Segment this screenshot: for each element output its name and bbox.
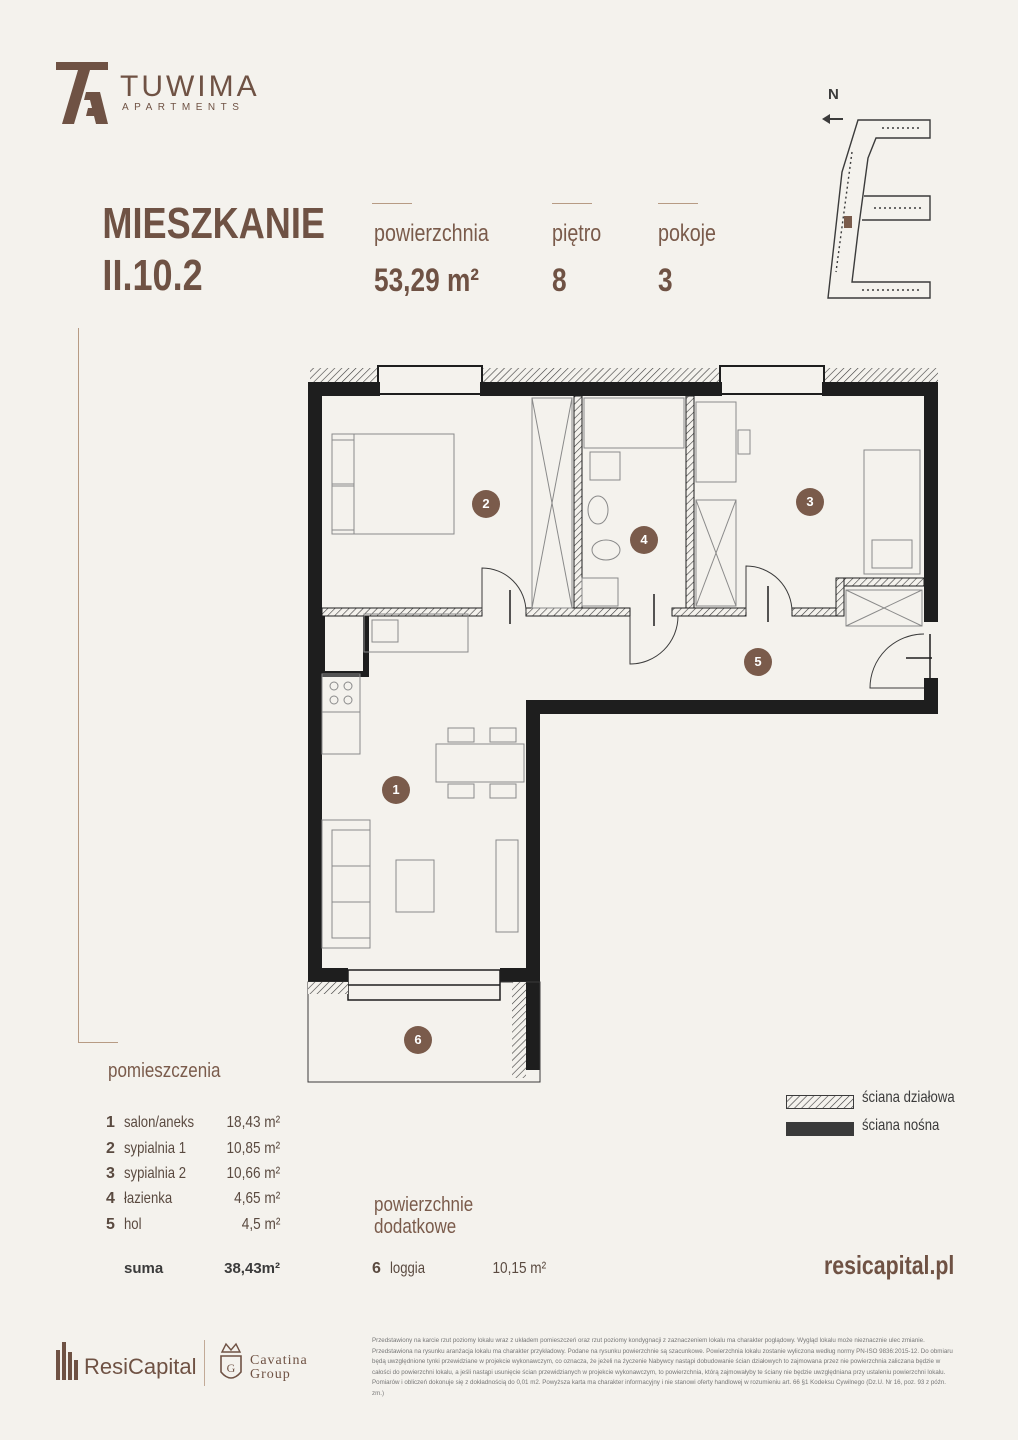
resicapital-logo-icon: [56, 1340, 78, 1380]
extra-area: 10,15 m²: [492, 1260, 546, 1277]
footer-divider: [204, 1340, 205, 1386]
door: [482, 568, 526, 612]
room-name: salon/aneks: [124, 1114, 195, 1131]
room-area: 18,43 m²: [226, 1114, 280, 1131]
wall: [924, 382, 938, 622]
room-row: [106, 1140, 286, 1162]
extra-area-row: [372, 1260, 552, 1282]
room-name: hol: [124, 1216, 142, 1233]
room-marker-3: 3: [796, 488, 824, 516]
room-row: [106, 1114, 286, 1136]
desk: [696, 402, 736, 482]
stat-rule: [552, 203, 592, 204]
cavatina-line2: Group: [250, 1367, 291, 1382]
legend-hatched-swatch: [786, 1095, 854, 1109]
room-area: 4,5 m²: [241, 1216, 280, 1233]
room-marker-4: 4: [630, 526, 658, 554]
wall: [526, 700, 540, 1070]
stat-label-floor: piętro: [552, 220, 602, 247]
room-num: 2: [106, 1140, 115, 1157]
sum-label: suma: [124, 1260, 164, 1277]
window: [378, 366, 482, 394]
partition-wall: [672, 608, 746, 616]
brand-subtitle: APARTMENTS: [122, 102, 245, 113]
partition-wall: [322, 608, 482, 616]
wall: [308, 382, 380, 396]
stat-rule: [658, 203, 698, 204]
stat-rule: [372, 203, 412, 204]
website-link[interactable]: resicapital.pl: [824, 1250, 955, 1280]
disclaimer-text: Przedstawiony na karcie rzut poziomy lokalu wraz z układem pomieszczeń oraz rzut poziomy kondygnacji z zaznaczeniem lokalu ma charakter poglądowy. Wygląd lokalu może nieznacznie ulec zmianie. Przedstawiona na rysunku aranżacja lokalu ma charakter przykładowy. Podane na rysunku powierzchnie są szacunkowe. Powierzchnia lokalu zostanie wyliczona według normy PN-ISO 9836:2015-12. Do obmiaru będą uwzględnione tynki przewidziane w projekcie wykonawczym, co oznacza, że jeżeli na życzenie Nabywcy nastąpi dobudowanie ścian działowych to zajmowana przez nie powierzchnia zaliczana będzie w całości do powierzchni lokalu, a jeśli nastąpi usunięcie ścian przewidzianych w projekcie wykonawczym, to powierzchnia, którą zajmowałyby te ściany nie będzie uwzględniana przy ustaleniu powierzchni lokalu. Pomiarów i obliczeń dokonuje się z dokładnością do 0,01 m2. Powyższa karta ma charakter informacyjny i nie stanowi oferty handlowej w rozumieniu art. 66 §1 Kodeksu Cywilnego (Dz.U. Nr 16, poz. 93 z późn. zm.): [372, 1337, 953, 1397]
coffee-table: [396, 860, 434, 912]
svg-text:G: G: [226, 1361, 236, 1375]
room-area: 4,65 m²: [233, 1190, 280, 1207]
cavatina-crest-icon: [218, 1340, 244, 1386]
extra-name: loggia: [390, 1260, 426, 1277]
partition-wall: [574, 396, 582, 608]
legend-solid-swatch: [786, 1122, 854, 1136]
loggia-wall: [512, 982, 526, 1078]
room-num: 1: [106, 1114, 115, 1131]
sofa: [322, 820, 370, 948]
sum-value: 38,43m²: [224, 1260, 280, 1277]
door: [746, 566, 792, 612]
extra-num: 6: [372, 1260, 381, 1277]
room-num: 3: [106, 1165, 115, 1182]
partition-wall: [836, 578, 844, 616]
wall: [480, 382, 722, 396]
room-row: [106, 1216, 286, 1238]
stat-value-rooms: 3: [658, 262, 673, 298]
brand-name: TUWIMA: [120, 70, 260, 103]
wall: [500, 968, 540, 982]
cavatina-wordmark: [250, 1354, 308, 1382]
wall: [308, 382, 322, 982]
partition-wall: [686, 396, 694, 608]
wall: [822, 382, 938, 396]
partition-wall: [836, 578, 924, 586]
vertical-rule: [78, 328, 79, 1042]
room-num: 4: [106, 1190, 115, 1207]
stat-label-area: powierzchnia: [374, 220, 489, 247]
tv-stand: [496, 840, 518, 932]
wall: [526, 700, 938, 714]
legend-label: ściana działowa: [862, 1089, 955, 1106]
stat-label-rooms: pokoje: [658, 220, 717, 247]
building-keyplan: [822, 112, 940, 300]
room-area: 10,66 m²: [226, 1165, 280, 1182]
stove: [322, 676, 360, 712]
apartment-number: II.10.2: [102, 251, 203, 300]
apartment-title: [102, 198, 325, 302]
rooms-title: pomieszczenia: [108, 1060, 221, 1082]
partition-wall: [526, 608, 630, 616]
shower-tray: [590, 452, 620, 480]
sink: [588, 496, 608, 524]
legend-label: ściana nośna: [862, 1117, 940, 1134]
room-name: sypialnia 2: [124, 1165, 186, 1182]
compass-label: N: [828, 86, 839, 103]
room-num: 5: [106, 1216, 115, 1233]
resicapital-wordmark: ResiCapital: [84, 1354, 197, 1379]
room-name: łazienka: [124, 1190, 173, 1207]
bathtub: [584, 398, 684, 448]
room-area: 10,85 m²: [226, 1140, 280, 1157]
room-row: [106, 1190, 286, 1212]
stat-value-floor: 8: [552, 262, 567, 298]
room-marker-5: 5: [744, 648, 772, 676]
room-marker-1: 1: [382, 776, 410, 804]
stat-value-area: 53,29 m²: [374, 262, 480, 298]
room-marker-2: 2: [472, 490, 500, 518]
window: [720, 366, 824, 394]
dining-table: [436, 744, 524, 782]
horizontal-rule: [78, 1042, 118, 1043]
toilet: [592, 540, 620, 560]
room-name: sypialnia 1: [124, 1140, 186, 1157]
door: [870, 634, 924, 688]
wall: [308, 968, 348, 982]
extra-areas-title: powierzchnie dodatkowe: [374, 1194, 474, 1238]
tuwima-logo-icon: [56, 62, 112, 124]
apartment-label: MIESZKANIE: [102, 199, 325, 248]
cavatina-line1: Cavatina: [250, 1353, 308, 1368]
room-marker-6: 6: [404, 1026, 432, 1054]
kitchen-column: [322, 612, 366, 674]
floor-plan: [300, 360, 950, 1090]
partition-wall: [792, 608, 836, 616]
room-row: [106, 1165, 286, 1187]
